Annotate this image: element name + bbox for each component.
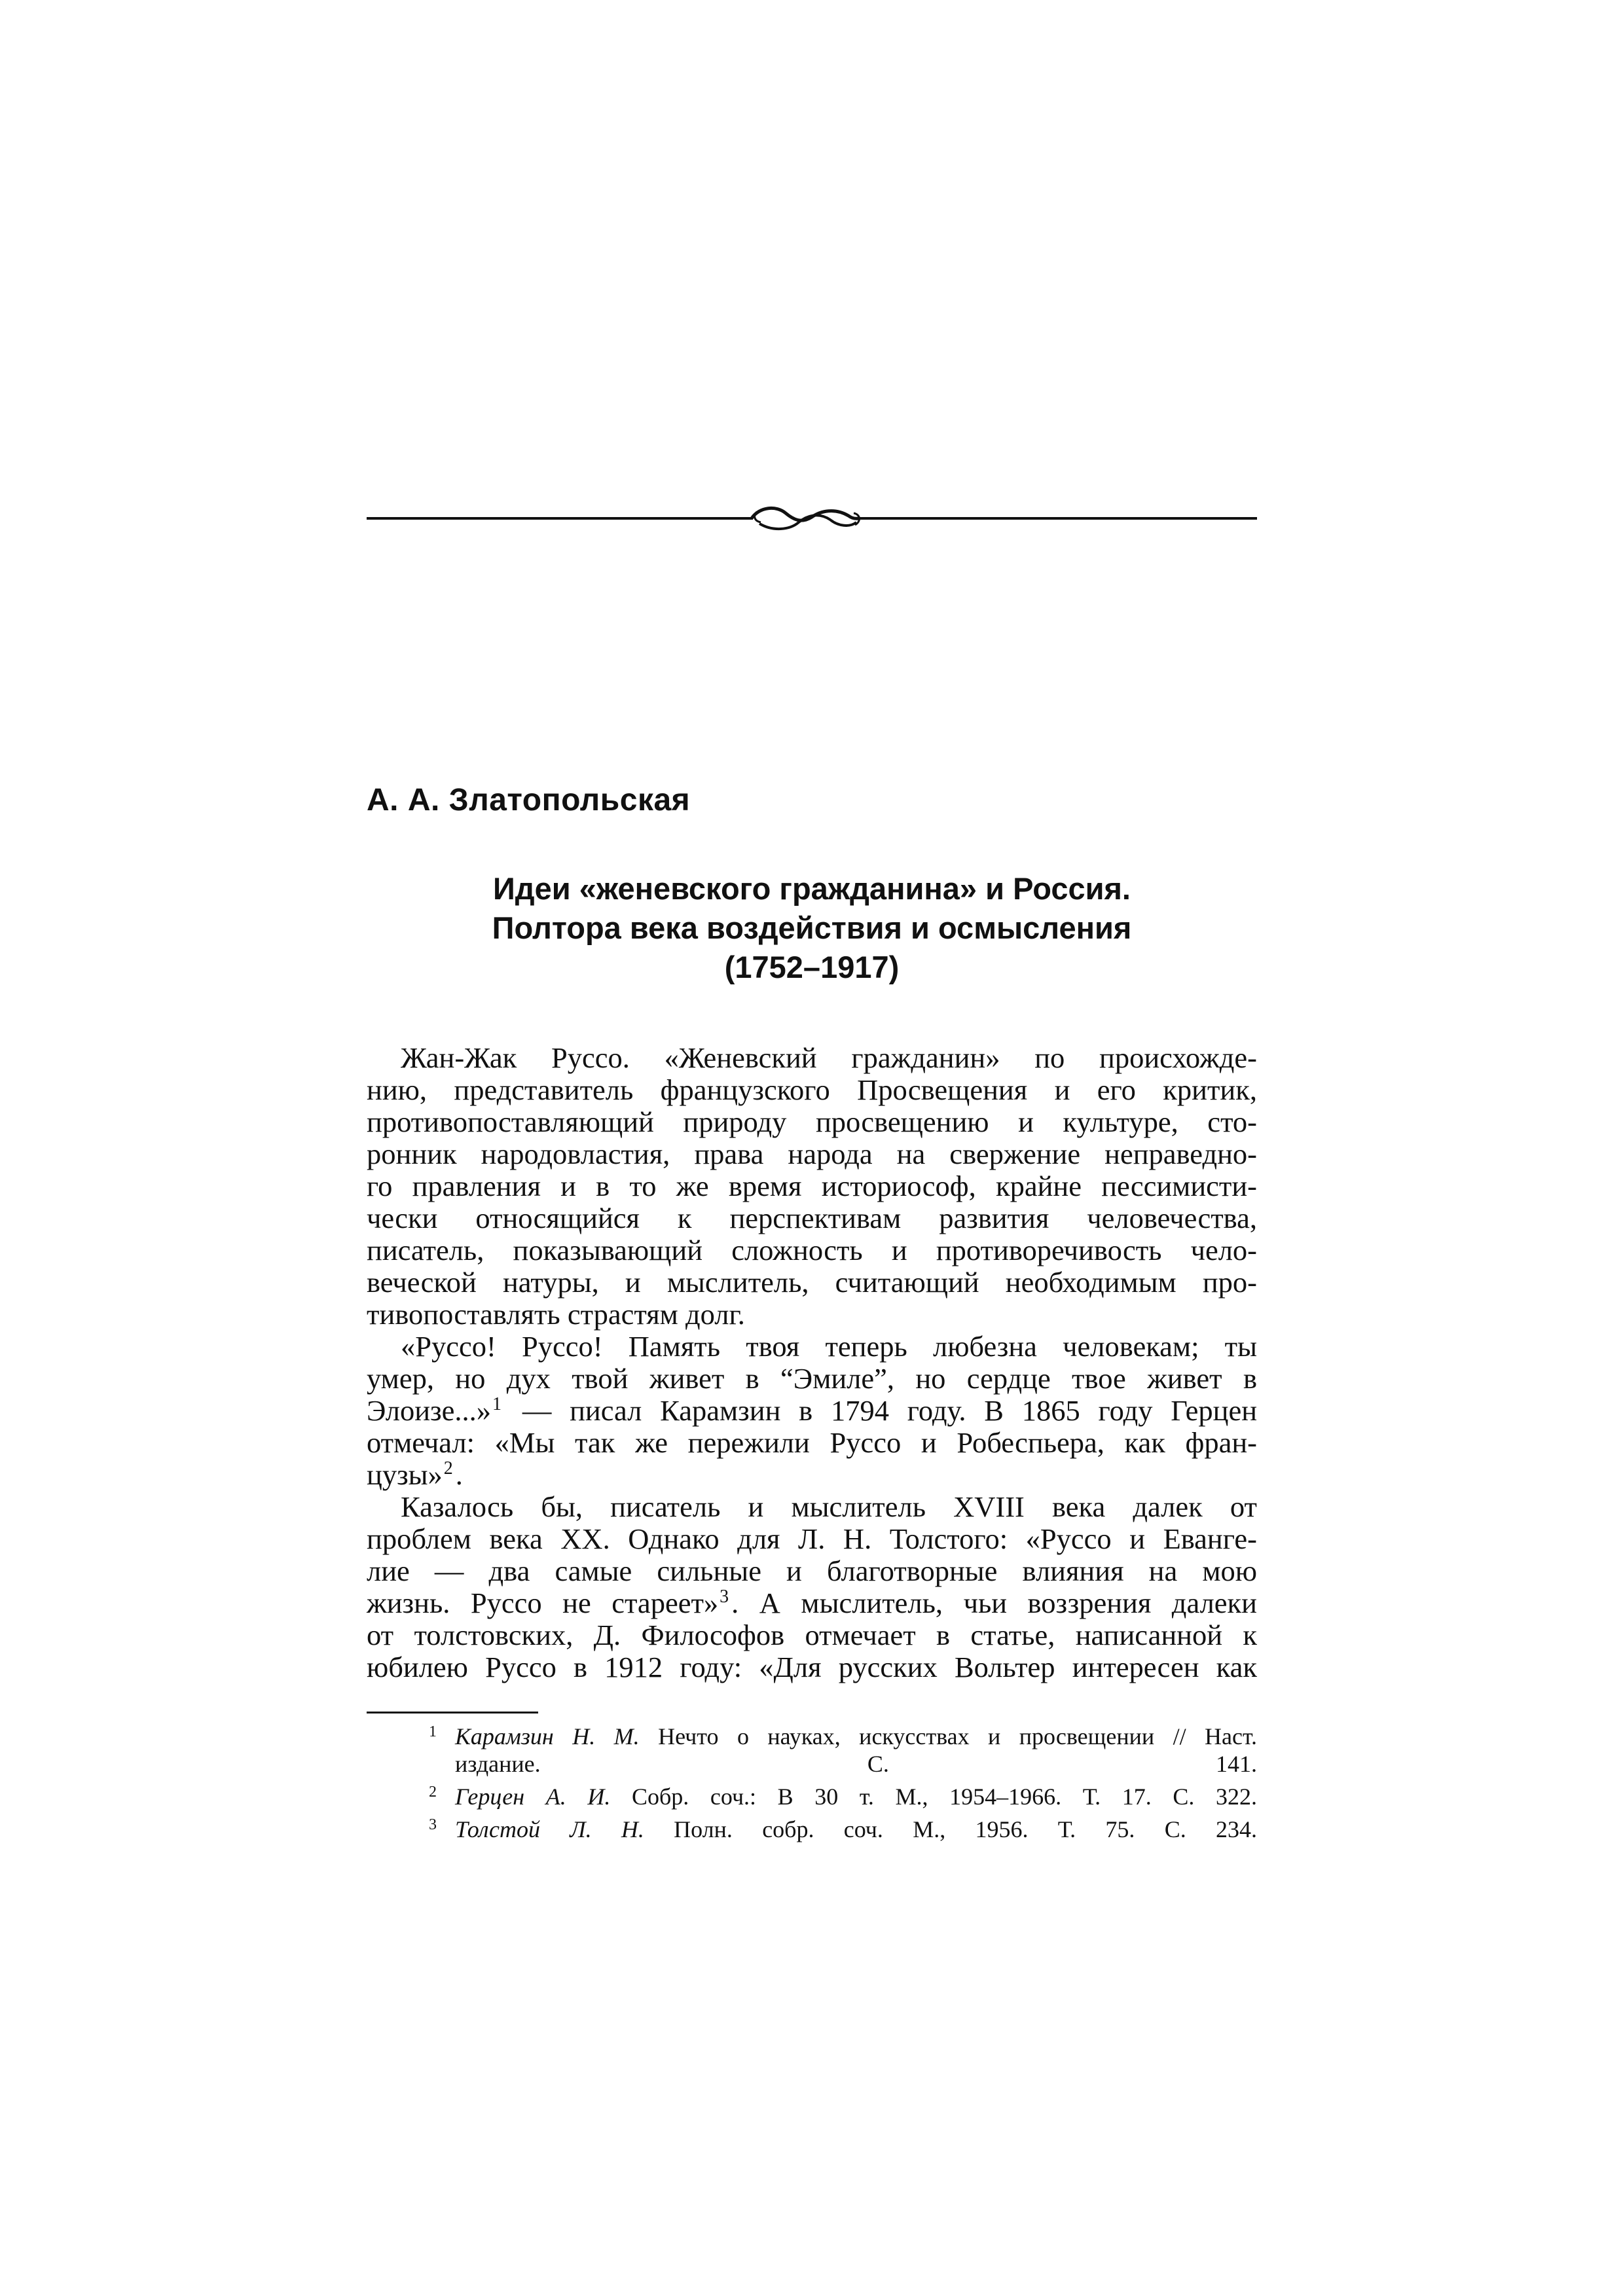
text-line — [367, 1395, 1257, 1427]
article-body — [367, 1042, 1257, 1683]
text-line: ронник народовластия, права народа на свержение неправедно- — [367, 1138, 1257, 1170]
footnote-divider — [367, 1712, 538, 1713]
footnote-number: 3 — [429, 1816, 437, 1833]
footnote-author: Толстой Л. Н. — [455, 1816, 644, 1842]
text-line: отмечал: «Мы так же пережили Руссо и Робеспьера, как фран- — [367, 1426, 1257, 1459]
text-line: проблем века XX. Однако для Л. Н. Толстого: «Руссо и Еванге- — [367, 1522, 1257, 1555]
title-line: Идеи «женевского гражданина» и Россия. — [492, 871, 1131, 906]
footnote-2 — [367, 1783, 1257, 1810]
footnote-line: издание. С. 141. — [455, 1751, 1257, 1777]
text-line: го правления и в то же время историософ, крайне пессимисти- — [367, 1170, 1257, 1202]
footnote-1 — [367, 1723, 1257, 1778]
footnote-text: Нечто о науках, искусствах и просвещении // Наст. — [658, 1723, 1257, 1749]
paragraph-2 — [367, 1331, 1257, 1491]
footnote-number: 1 — [429, 1723, 437, 1740]
footnotes — [367, 1723, 1257, 1843]
paragraph-1 — [367, 1042, 1257, 1331]
footnote-author: Карамзин Н. М. — [455, 1723, 640, 1749]
text-line: лие — два самые сильные и благотворные влияния на мою — [367, 1554, 1257, 1587]
ornament-divider — [367, 497, 1257, 543]
footnote-line — [455, 1816, 1257, 1843]
footnote-3 — [367, 1816, 1257, 1843]
text-segment: — писал Карамзин в 1794 году. В 1865 году Герцен — [522, 1394, 1258, 1427]
text-segment: цузы» — [367, 1458, 443, 1491]
text-segment: жизнь. Руссо не стареет» — [367, 1587, 719, 1619]
text-line: умер, но дух твой живет в “Эмиле”, но сердце твое живет в — [367, 1362, 1257, 1395]
title-line: (1752–1917) — [724, 950, 900, 984]
footnote-author: Герцен А. И. — [455, 1784, 611, 1810]
footnote-number: 2 — [429, 1784, 437, 1801]
text-line: веческой натуры, и мыслитель, считающий необходимым про- — [367, 1266, 1257, 1299]
footnote-ref-3[interactable]: 3 — [720, 1587, 729, 1607]
text-line: «Руссо! Руссо! Память твоя теперь любезна человекам; ты — [401, 1330, 1257, 1363]
footnote-line — [455, 1723, 1257, 1750]
text-line: тивопоставлять страстям долг. — [367, 1298, 745, 1331]
text-segment: . А мыслитель, чьи воззрения далеки — [731, 1587, 1257, 1619]
text-line: от толстовских, Д. Философов отмечает в статье, написанной к — [367, 1619, 1257, 1651]
text-line: юбилею Руссо в 1912 году: «Для русских Вольтер интересен как — [367, 1651, 1257, 1683]
paragraph-3 — [367, 1491, 1257, 1683]
text-line: чески относящийся к перспективам развития человечества, — [367, 1202, 1257, 1234]
text-segment: Элоизе...» — [367, 1394, 492, 1427]
text-line: Жан-Жак Руссо. «Женевский гражданин» по происхожде- — [401, 1041, 1257, 1074]
text-segment: . — [455, 1458, 463, 1491]
footnote-text: Собр. соч.: В 30 т. М., 1954–1966. Т. 17. С. 322. — [631, 1784, 1258, 1810]
text-line — [367, 1587, 1257, 1619]
text-line: противопоставляющий природу просвещению и культуре, сто- — [367, 1105, 1257, 1138]
footnote-line — [455, 1783, 1257, 1810]
flourish-icon — [367, 497, 1257, 543]
text-line: нию, представитель французского Просвещения и его критик, — [367, 1073, 1257, 1106]
text-line — [367, 1459, 1257, 1491]
text-line: Казалось бы, писатель и мыслитель XVIII века далек от — [401, 1490, 1257, 1523]
text-line: писатель, показывающий сложность и противоречивость чело- — [367, 1234, 1257, 1266]
author-name: А. А. Златопольская — [367, 783, 691, 817]
footnote-ref-2[interactable]: 2 — [443, 1458, 453, 1479]
footnote-ref-1[interactable]: 1 — [492, 1394, 502, 1414]
article-title — [367, 869, 1257, 987]
footnote-text: Полн. собр. соч. М., 1956. Т. 75. С. 234. — [674, 1816, 1257, 1842]
title-line: Полтора века воздействия и осмысления — [492, 910, 1132, 945]
